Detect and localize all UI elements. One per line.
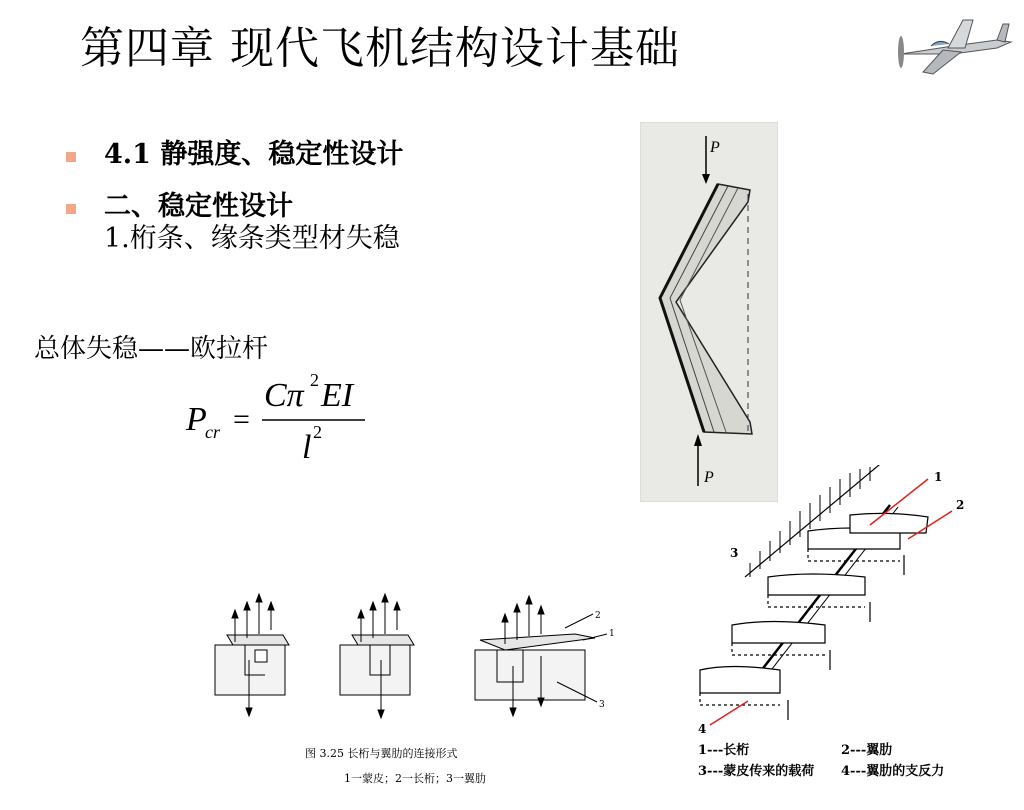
bullet-label: 二、稳定性设计 bbox=[104, 191, 293, 222]
euler-formula bbox=[180, 368, 380, 468]
formula-lhs: P bbox=[186, 401, 207, 438]
rib-load-figure bbox=[690, 465, 980, 735]
formula-denominator: l bbox=[302, 429, 312, 466]
bullet-subtitle: 1.桁条、缘条类型材失稳 bbox=[104, 223, 400, 254]
overall-buckling-heading: 总体失稳——欧拉杆 bbox=[34, 334, 269, 364]
load-label-bottom: P bbox=[704, 469, 714, 486]
callout-4: 4 bbox=[698, 722, 707, 735]
stringer-rib-connection-figure bbox=[205, 590, 625, 725]
airplane-icon bbox=[893, 10, 1018, 80]
buckled-column-photo bbox=[640, 122, 778, 502]
formula-equals: = bbox=[233, 403, 250, 436]
bullet-marker bbox=[66, 152, 76, 162]
callout-2: 2 bbox=[595, 611, 601, 621]
bullet-list bbox=[60, 138, 403, 274]
legend-row bbox=[698, 740, 984, 761]
legend-row bbox=[698, 761, 984, 782]
legend-item: 4---翼肋的支反力 bbox=[841, 764, 945, 779]
bullet-label: 4.1 静强度、稳定性设计 bbox=[104, 139, 404, 170]
callout-2: 2 bbox=[956, 498, 965, 512]
formula-den-sup: 2 bbox=[313, 422, 322, 442]
formula-num-sup: 2 bbox=[310, 370, 319, 390]
formula-num-rest: EI bbox=[321, 377, 354, 414]
legend-item: 3---蒙皮传来的载荷 bbox=[698, 764, 815, 779]
figure-legend bbox=[698, 740, 984, 782]
figure-subcaption: 1一蒙皮；2一长桁；3一翼肋 bbox=[344, 772, 486, 785]
callout-3: 3 bbox=[730, 546, 739, 560]
callout-1: 1 bbox=[609, 629, 615, 639]
callout-1: 1 bbox=[934, 470, 943, 484]
callout-3: 3 bbox=[599, 700, 605, 710]
legend-item: 1---长桁 bbox=[698, 743, 750, 758]
formula-lhs-sub: cr bbox=[205, 422, 220, 442]
load-label-top: P bbox=[710, 139, 720, 156]
figure-caption: 图 3.25 长桁与翼肋的连接形式 bbox=[305, 747, 458, 760]
bullet-item bbox=[60, 190, 403, 256]
legend-item: 2---翼肋 bbox=[841, 743, 893, 758]
bullet-marker bbox=[66, 204, 76, 214]
page-title: 第四章 现代飞机结构设计基础 bbox=[80, 23, 680, 74]
bullet-item bbox=[60, 138, 403, 172]
formula-numerator: Cπ bbox=[264, 377, 304, 414]
